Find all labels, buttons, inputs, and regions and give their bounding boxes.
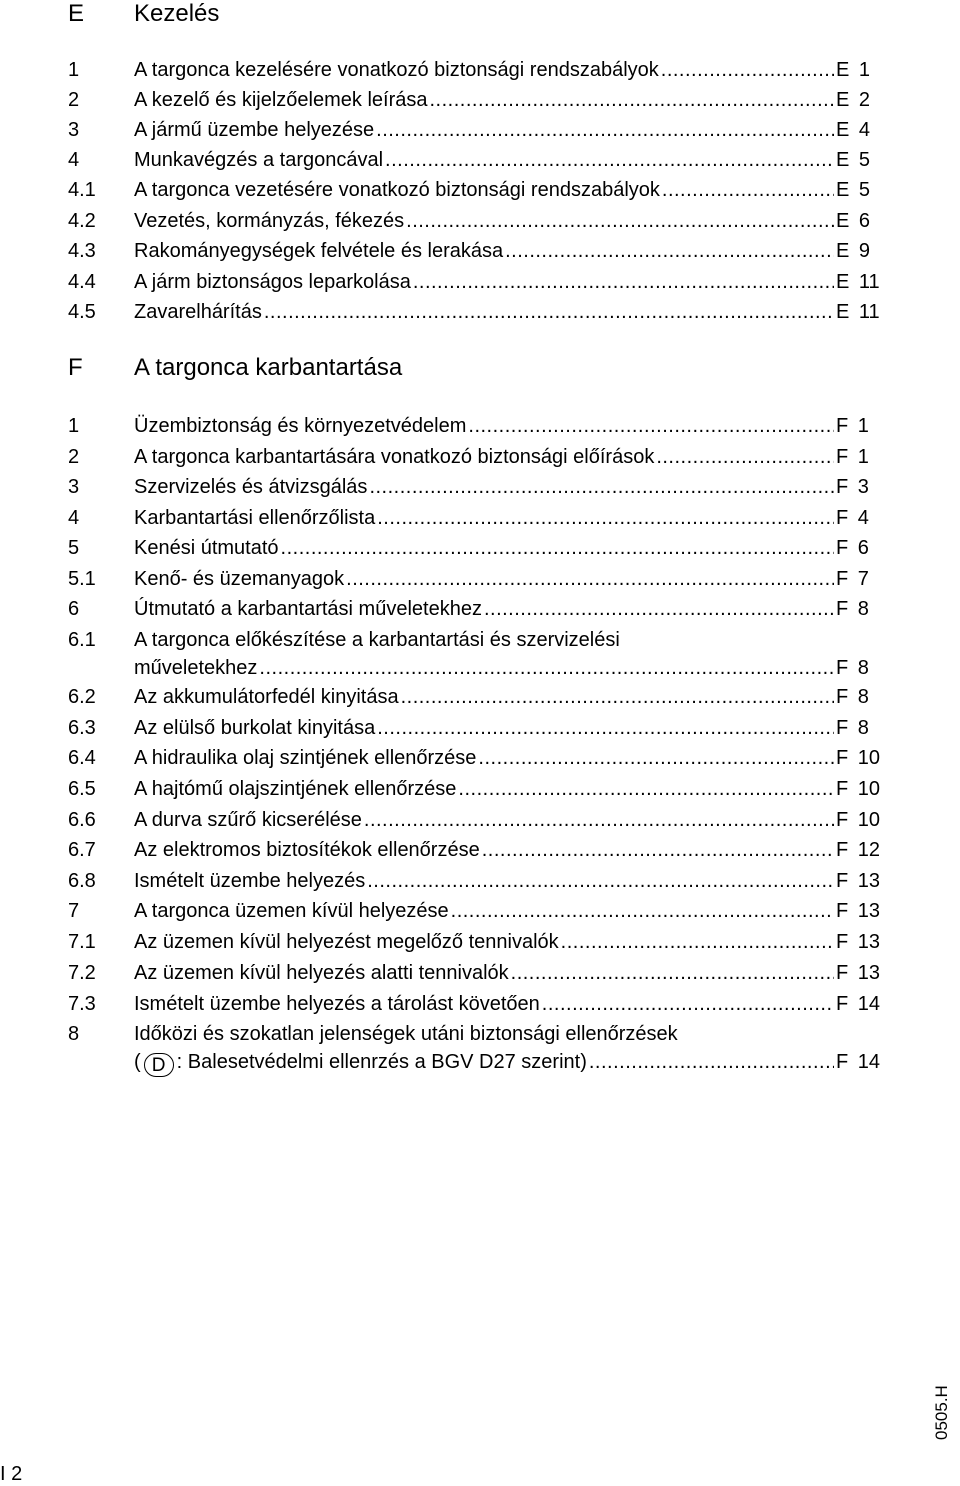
entry-page: F 13 [836, 962, 881, 984]
entry-number: 6.4 [68, 747, 96, 769]
dot-leader [661, 56, 834, 84]
entry-title: Ismételt üzembe helyezés [134, 870, 366, 892]
entry-number: 6.7 [68, 839, 96, 861]
entry-title: Útmutató a karbantartási műveletekhez [134, 598, 482, 620]
section-f-heading [0, 354, 960, 388]
entry-page: E 2 [836, 89, 871, 111]
dot-leader [367, 867, 834, 895]
entry-page: F 8 [836, 717, 869, 739]
dot-leader [377, 504, 834, 532]
entry-page: F 13 [836, 870, 881, 892]
entry-title: Az akkumulátorfedél kinyitása [134, 686, 399, 708]
toc-entry[interactable] [0, 775, 960, 803]
dot-leader [656, 443, 834, 471]
dot-leader [376, 116, 834, 144]
section-e-heading [0, 0, 960, 34]
entry-page: F 14 [836, 1051, 881, 1073]
toc-entry[interactable] [0, 867, 960, 895]
entry-number: 1 [68, 415, 80, 437]
entry-page: F 8 [836, 686, 869, 708]
entry-page: E 6 [836, 210, 871, 232]
entry-page: F 14 [836, 993, 881, 1015]
entry-number: 6.6 [68, 809, 96, 831]
entry-title: Ismételt üzembe helyezés a tárolást követően [134, 993, 540, 1015]
dot-leader [662, 176, 834, 204]
entry-page: F 8 [836, 657, 869, 679]
entry-page: E 5 [836, 149, 871, 171]
entry-title: A targonca kezelésére vonatkozó biztonsági rendszabályok [134, 59, 659, 81]
entry-number: 2 [68, 446, 80, 468]
entry-number: 4.3 [68, 240, 96, 262]
entry-number: 4.2 [68, 210, 96, 232]
entry-number: 7.2 [68, 962, 96, 984]
entry-title: Kenő- és üzemanyagok [134, 568, 345, 590]
entry-page: E 4 [836, 119, 871, 141]
toc-entry[interactable] [0, 207, 960, 235]
dot-leader [468, 412, 834, 440]
entry-title: Zavarelhárítás [134, 301, 262, 323]
toc-entry[interactable] [0, 504, 960, 532]
entry-number: 6.3 [68, 717, 96, 739]
dot-leader [478, 744, 834, 772]
entry-title: Munkavégzés a targoncával [134, 149, 384, 171]
open-paren: ( [134, 1051, 141, 1073]
page-number: I 2 [0, 1463, 23, 1485]
section-title: A targonca karbantartása [134, 354, 403, 381]
entry-title [134, 1048, 587, 1077]
entry-number: 6.5 [68, 778, 96, 800]
entry-title: Szervizelés és átvizsgálás [134, 476, 368, 498]
entry-number: 1 [68, 59, 80, 81]
entry-page: F 7 [836, 568, 869, 590]
entry-number: 4 [68, 507, 80, 529]
dot-leader [484, 595, 834, 623]
entry-number: 7 [68, 900, 80, 922]
dot-leader [401, 683, 834, 711]
entry-title: Vezetés, kormányzás, fékezés [134, 210, 405, 232]
toc-entry[interactable] [0, 473, 960, 501]
toc-entry[interactable] [0, 443, 960, 471]
entry-number: 8 [68, 1023, 80, 1045]
toc-entry[interactable] [0, 836, 960, 864]
toc-entry[interactable] [0, 565, 960, 593]
entry-title-line1: A targonca előkészítése a karbantartási és szervizelési [134, 629, 620, 651]
dot-leader [346, 565, 834, 593]
dot-leader [413, 268, 834, 296]
entry-number: 4.4 [68, 271, 96, 293]
toc-entry[interactable] [0, 714, 960, 742]
dot-leader [458, 775, 834, 803]
dot-leader [377, 714, 834, 742]
entry-title: Kenési útmutató [134, 537, 279, 559]
dot-leader [364, 806, 834, 834]
entry-page: E 9 [836, 240, 871, 262]
entry-title: A targonca vezetésére vonatkozó biztonsági rendszabályok [134, 179, 660, 201]
entry-number: 6.2 [68, 686, 96, 708]
entry-title: A durva szűrő kicserélése [134, 809, 362, 831]
entry-title: A járm biztonságos leparkolása [134, 271, 411, 293]
toc-entry[interactable] [0, 146, 960, 174]
entry-title-rest: : Balesetvédelmi ellenrzés a BGV D27 szerint) [176, 1051, 587, 1073]
entry-number: 7.3 [68, 993, 96, 1015]
toc-entry[interactable] [0, 56, 960, 84]
dot-leader [482, 836, 834, 864]
entry-number: 7.1 [68, 931, 96, 953]
entry-number: 6 [68, 598, 80, 620]
entry-page: E 11 [836, 301, 880, 323]
toc-entry[interactable] [0, 534, 960, 562]
dot-leader [385, 146, 834, 174]
toc-entry[interactable] [0, 298, 960, 326]
toc-entry[interactable] [0, 1020, 960, 1076]
toc-entry[interactable] [0, 116, 960, 144]
entry-title: műveletekhez [134, 657, 258, 679]
dot-leader [589, 1048, 834, 1076]
toc-entry[interactable] [0, 626, 960, 682]
section-letter: F [68, 354, 83, 381]
entry-title: Az elülső burkolat kinyitása [134, 717, 376, 739]
toc-entry[interactable] [0, 595, 960, 623]
entry-number: 4.1 [68, 179, 96, 201]
dot-leader [281, 534, 834, 562]
entry-title: A targonca üzemen kívül helyezése [134, 900, 449, 922]
toc-entry[interactable] [0, 897, 960, 925]
entry-page: F 10 [836, 809, 881, 831]
entry-title: Karbantartási ellenőrzőlista [134, 507, 376, 529]
entry-title: A hidraulika olaj szintjének ellenőrzése [134, 747, 477, 769]
entry-page: F 13 [836, 900, 881, 922]
country-code-d-icon: D [144, 1053, 174, 1077]
dot-leader [542, 990, 834, 1018]
toc-entry[interactable] [0, 268, 960, 296]
entry-title: A kezelő és kijelzőelemek leírása [134, 89, 428, 111]
section-title: Kezelés [134, 0, 220, 27]
entry-page: E 11 [836, 271, 880, 293]
document-code: 0505.H [932, 1385, 951, 1440]
toc-entry[interactable] [0, 237, 960, 265]
toc-entry[interactable] [0, 806, 960, 834]
entry-page: F 1 [836, 415, 869, 437]
dot-leader [406, 207, 834, 235]
toc-entry[interactable] [0, 744, 960, 772]
entry-number: 5.1 [68, 568, 96, 590]
entry-number: 4 [68, 149, 80, 171]
entry-number: 6.8 [68, 870, 96, 892]
dot-leader [505, 237, 834, 265]
entry-title: A targonca karbantartására vonatkozó biztonsági előírások [134, 446, 655, 468]
toc-entry[interactable] [0, 412, 960, 440]
entry-page: F 8 [836, 598, 869, 620]
dot-leader [511, 959, 834, 987]
toc-entry[interactable] [0, 86, 960, 114]
entry-title: Rakományegységek felvétele és lerakása [134, 240, 504, 262]
entry-number: 3 [68, 119, 80, 141]
entry-page: F 12 [836, 839, 881, 861]
entry-title: Az üzemen kívül helyezés alatti tennivalók [134, 962, 509, 984]
entry-title: A hajtómű olajszintjének ellenőrzése [134, 778, 457, 800]
entry-number: 6.1 [68, 629, 96, 651]
entry-title-line1: Időközi és szokatlan jelenségek utáni biztonsági ellenőrzések [134, 1023, 678, 1045]
dot-leader [451, 897, 834, 925]
entry-page: F 6 [836, 537, 869, 559]
entry-page: E 1 [836, 59, 871, 81]
entry-number: 5 [68, 537, 80, 559]
entry-title: Az üzemen kívül helyezést megelőző tennivalók [134, 931, 559, 953]
entry-page: F 1 [836, 446, 869, 468]
entry-page: F 13 [836, 931, 881, 953]
dot-leader [264, 298, 834, 326]
dot-leader [369, 473, 834, 501]
entry-number: 3 [68, 476, 80, 498]
entry-number: 2 [68, 89, 80, 111]
dot-leader [429, 86, 834, 114]
section-letter: E [68, 0, 85, 27]
toc-entry[interactable] [0, 928, 960, 956]
entry-page: F 4 [836, 507, 869, 529]
dot-leader [561, 928, 834, 956]
entry-title: Üzembiztonság és környezetvédelem [134, 415, 467, 437]
toc-entry[interactable] [0, 959, 960, 987]
entry-title: Az elektromos biztosítékok ellenőrzése [134, 839, 480, 861]
entry-page: F 3 [836, 476, 869, 498]
entry-title: A jármű üzembe helyezése [134, 119, 375, 141]
entry-page: E 5 [836, 179, 871, 201]
toc-entry[interactable] [0, 683, 960, 711]
dot-leader [259, 654, 834, 682]
entry-number: 4.5 [68, 301, 96, 323]
entry-page: F 10 [836, 778, 881, 800]
toc-entry[interactable] [0, 990, 960, 1018]
toc-entry[interactable] [0, 176, 960, 204]
entry-page: F 10 [836, 747, 881, 769]
